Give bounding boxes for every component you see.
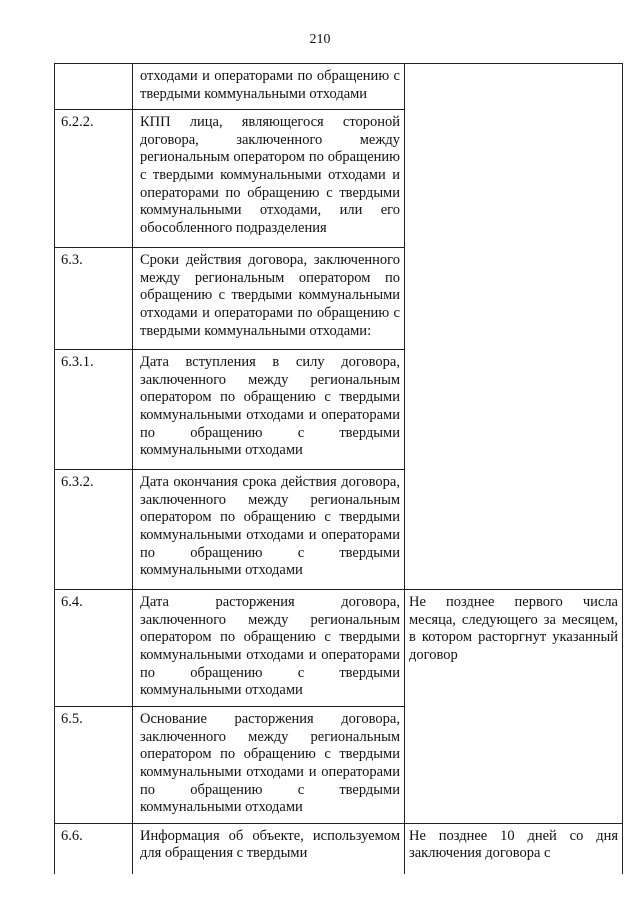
item-number-text: 6.6. xyxy=(61,827,83,844)
item-description: КПП лица, являющегося стороной договора, заключенного между региональным оператором по обращению с твердыми коммунальными отходами и операторами по обращению с твердыми коммунальными отходами, или его обособленного подразделения xyxy=(133,110,405,248)
item-number xyxy=(55,64,133,110)
item-deadline: Не позднее первого числа месяца, следующего за месяцем, в котором расторгнут указанный договор xyxy=(405,590,623,707)
item-deadline xyxy=(405,707,623,824)
page-number: 210 xyxy=(309,32,331,47)
item-description xyxy=(133,823,405,874)
item-deadline-text: Не позднее 10 дней со дня заключения договора с xyxy=(409,827,618,862)
table-row xyxy=(55,248,623,350)
item-deadline xyxy=(405,823,623,874)
item-deadline xyxy=(405,350,623,470)
item-number: 6.5. xyxy=(55,707,133,824)
item-number: 6.3.2. xyxy=(55,470,133,590)
item-description: Дата вступления в силу договора, заключенного между региональным оператором по обращению с твердыми коммунальными отходами и операторами по обращению с твердыми коммунальными отходами xyxy=(133,350,405,470)
item-number: 6.3. xyxy=(55,248,133,350)
item-description-text: Информация об объекте, используемом для обращения с твердыми xyxy=(140,827,400,862)
item-description: отходами и операторами по обращению с твердыми коммунальными отходами xyxy=(133,64,405,110)
item-number: 6.3.1. xyxy=(55,350,133,470)
requirements-table xyxy=(54,63,623,874)
item-description: Основание расторжения договора, заключенного между региональным оператором по обращению с твердыми коммунальными отходами и операторами по обращению с твердыми коммунальными отходами xyxy=(133,707,405,824)
item-deadline xyxy=(405,470,623,590)
table-row xyxy=(55,64,623,110)
item-deadline xyxy=(405,248,623,350)
item-number: 6.4. xyxy=(55,590,133,707)
table-row xyxy=(55,350,623,470)
table-row xyxy=(55,707,623,824)
item-number xyxy=(55,823,133,874)
table-row xyxy=(55,110,623,248)
item-deadline xyxy=(405,64,623,110)
item-deadline xyxy=(405,110,623,248)
item-description: Сроки действия договора, заключенного между региональным оператором по обращению с твердыми коммунальными отходами и операторами по обращению с твердыми коммунальными отходами: xyxy=(133,248,405,350)
table-row xyxy=(55,470,623,590)
table-row xyxy=(55,823,623,874)
item-number: 6.2.2. xyxy=(55,110,133,248)
table-row xyxy=(55,590,623,707)
item-description: Дата расторжения договора, заключенного между региональным оператором по обращению с твердыми коммунальными отходами и операторами по обращению с твердыми коммунальными отходами xyxy=(133,590,405,707)
item-description: Дата окончания срока действия договора, заключенного между региональным оператором по обращению с твердыми коммунальными отходами и операторами по обращению с твердыми коммунальными отходами xyxy=(133,470,405,590)
